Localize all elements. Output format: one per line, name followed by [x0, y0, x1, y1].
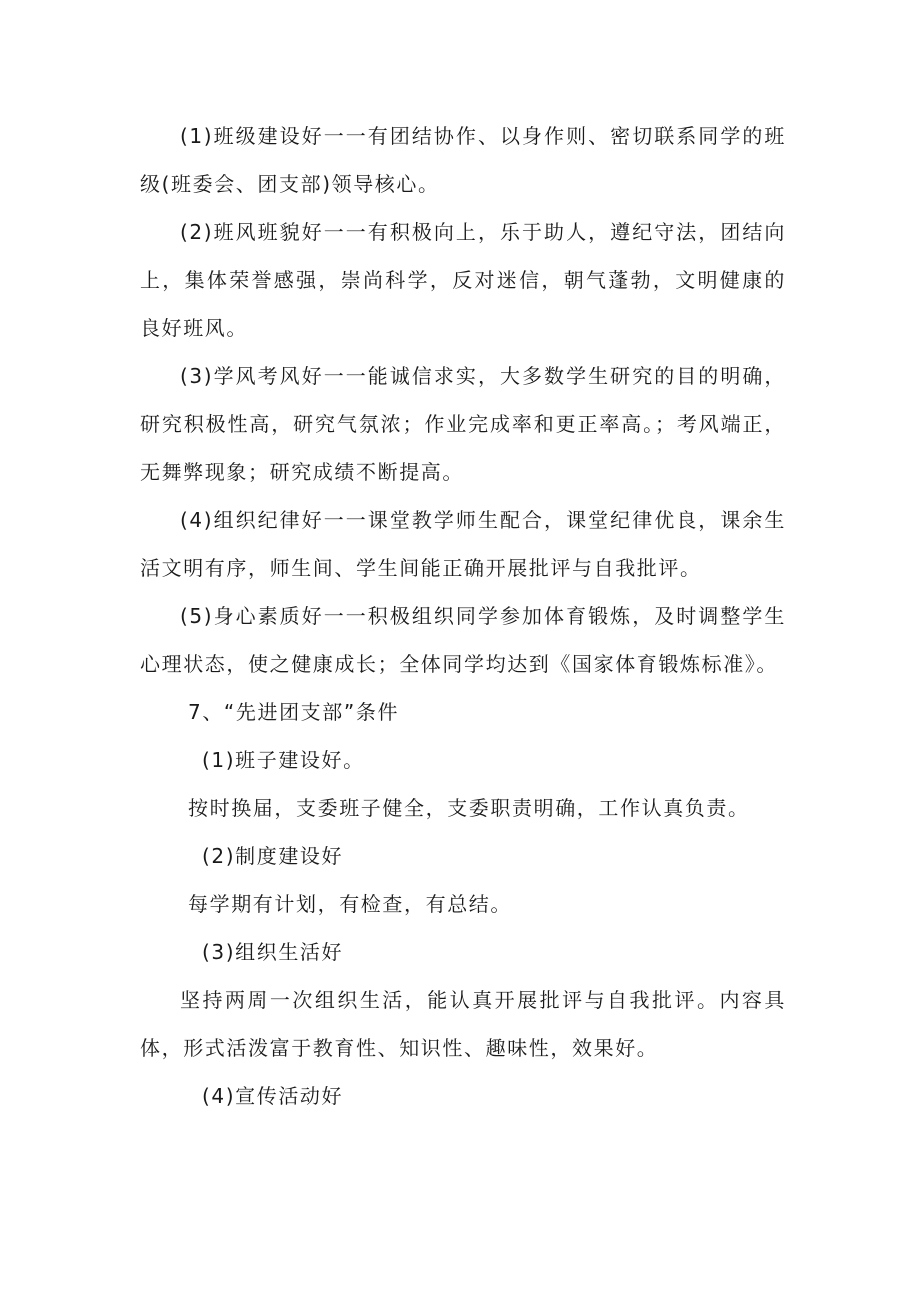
paragraph-system-building-detail: 每学期有计划，有检查，有总结。 [188, 892, 512, 916]
item-organization-life: (3)组织生活好 [202, 940, 344, 964]
item-system-building: (2)制度建设好 [202, 844, 344, 868]
paragraph-class-building: (1)班级建设好一一有团结协作、以身作则、密切联系同学的班级(班委会、团支部)领导核心。 [140, 124, 786, 196]
section-heading-advanced-branch: 7、“先进团支部”条件 [188, 700, 400, 724]
paragraph-organization-life-detail: 坚持两周一次组织生活，能认真开展批评与自我批评。内容具体，形式活泼富于教育性、知识性、趣味性，效果好。 [140, 988, 786, 1060]
paragraph-class-style: (2)班风班貌好一一有积极向上，乐于助人，遵纪守法，团结向上，集体荣誉感强，崇尚科学，反对迷信，朝气蓬勃，文明健康的良好班风。 [140, 220, 786, 340]
paragraph-physical-mental: (5)身心素质好一一积极组织同学参加体育锻炼，及时调整学生心理状态，使之健康成长；全体同学均达到《国家体育锻炼标准》。 [140, 604, 786, 676]
paragraph-team-building-detail: 按时换届，支委班子健全，支委职责明确，工作认真负责。 [188, 796, 750, 820]
item-team-building: (1)班子建设好。 [202, 748, 365, 772]
document-body [140, 112, 786, 1120]
paragraph-discipline: (4)组织纪律好一一课堂教学师生配合，课堂纪律优良，课余生活文明有序，师生间、学生间能正确开展批评与自我批评。 [140, 508, 786, 580]
paragraph-study-style: (3)学风考风好一一能诚信求实，大多数学生研究的目的明确，研究积极性高，研究气氛浓；作业完成率和更正率高。；考风端正，无舞弊现象；研究成绩不断提高。 [140, 364, 786, 484]
item-publicity: (4)宣传活动好 [202, 1084, 344, 1108]
